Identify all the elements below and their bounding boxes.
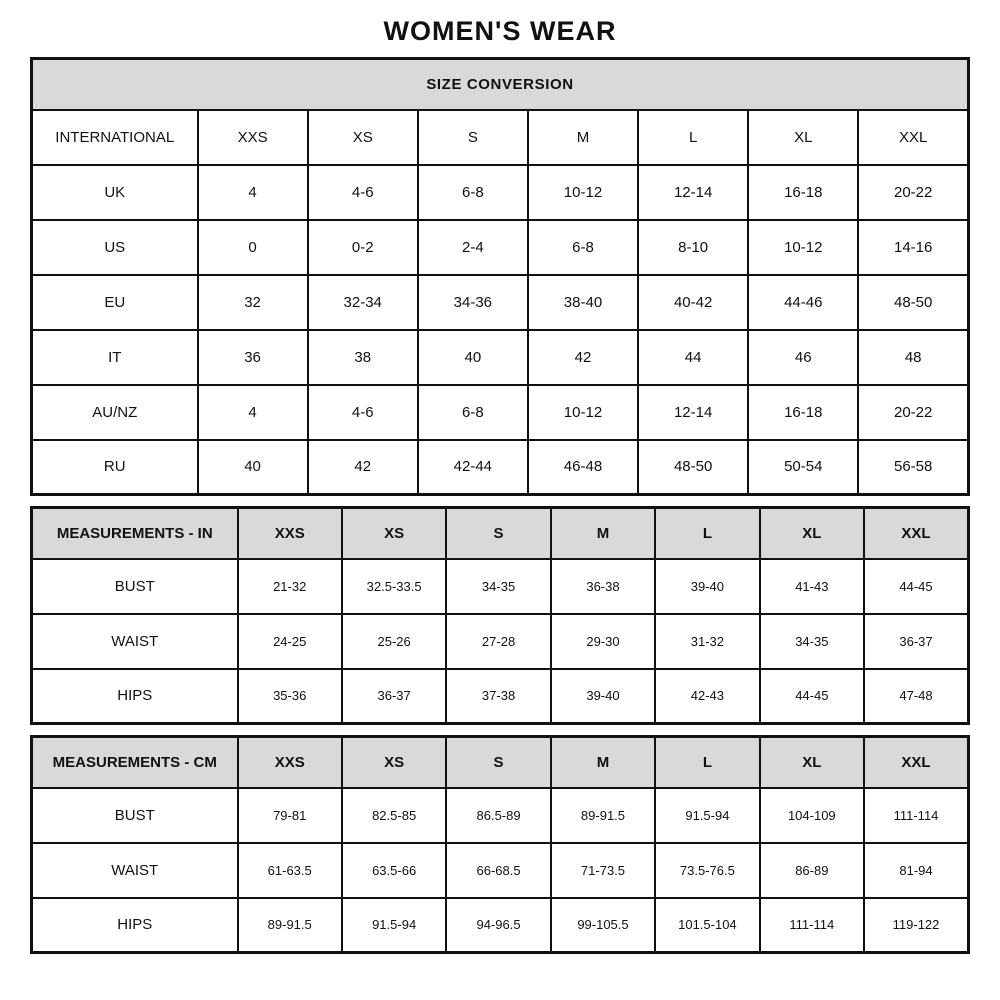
size-cell: 6-8 [418, 165, 528, 220]
size-cell: 4 [198, 165, 308, 220]
table-row-waist-in [32, 614, 969, 669]
measurement-cell: 47-48 [864, 669, 968, 724]
table-row-ru [32, 440, 969, 495]
size-header-xxl: XXL [864, 737, 968, 788]
size-conversion-table [30, 57, 970, 496]
measurement-cell: 42-43 [655, 669, 759, 724]
size-cell: 56-58 [858, 440, 968, 495]
measurement-cell: 104-109 [760, 788, 864, 843]
size-cell: 48-50 [858, 275, 968, 330]
column-header-s: S [418, 110, 528, 165]
column-header-l: L [638, 110, 748, 165]
size-cell: 8-10 [638, 220, 748, 275]
size-cell: 44-46 [748, 275, 858, 330]
measurements-cm-table [30, 735, 970, 954]
measurement-cell: 111-114 [864, 788, 968, 843]
column-header-xs: XS [308, 110, 418, 165]
size-conversion-header: SIZE CONVERSION [32, 59, 969, 110]
size-header-xxl: XXL [864, 508, 968, 559]
size-cell: 46 [748, 330, 858, 385]
measurement-cell: 119-122 [864, 898, 968, 953]
size-cell: 42 [528, 330, 638, 385]
row-label-aunz: AU/NZ [32, 385, 198, 440]
measurements-in-table [30, 506, 970, 725]
column-header-xl: XL [748, 110, 858, 165]
size-cell: 44 [638, 330, 748, 385]
row-label-eu: EU [32, 275, 198, 330]
table-row-bust-in [32, 559, 969, 614]
size-cell: 4 [198, 385, 308, 440]
measurement-cell: 37-38 [446, 669, 550, 724]
size-cell: 6-8 [418, 385, 528, 440]
table-row-eu [32, 275, 969, 330]
measurement-cell: 39-40 [655, 559, 759, 614]
column-header-xxl: XXL [858, 110, 968, 165]
size-cell: 42 [308, 440, 418, 495]
measurement-cell: 39-40 [551, 669, 655, 724]
column-header-xxs: XXS [198, 110, 308, 165]
table-row-waist-cm [32, 843, 969, 898]
measurement-cell: 86.5-89 [446, 788, 550, 843]
size-header-xs: XS [342, 508, 446, 559]
size-cell: 36 [198, 330, 308, 385]
measurement-cell: 66-68.5 [446, 843, 550, 898]
size-header-xxs: XXS [238, 508, 342, 559]
size-cell: 10-12 [748, 220, 858, 275]
measurement-cell: 101.5-104 [655, 898, 759, 953]
measurement-cell: 73.5-76.5 [655, 843, 759, 898]
size-header-s: S [446, 737, 550, 788]
table-row-hips-in [32, 669, 969, 724]
measurement-cell: 21-32 [238, 559, 342, 614]
measurement-cell: 63.5-66 [342, 843, 446, 898]
measurement-cell: 27-28 [446, 614, 550, 669]
row-label-ru: RU [32, 440, 198, 495]
size-cell: 40-42 [638, 275, 748, 330]
size-cell: 2-4 [418, 220, 528, 275]
measurement-cell: 79-81 [238, 788, 342, 843]
size-header-l: L [655, 737, 759, 788]
table-row-us [32, 220, 969, 275]
measurement-cell: 99-105.5 [551, 898, 655, 953]
measurement-cell: 86-89 [760, 843, 864, 898]
size-cell: 32 [198, 275, 308, 330]
measurement-cell: 44-45 [760, 669, 864, 724]
measurement-cell: 41-43 [760, 559, 864, 614]
measurement-cell: 32.5-33.5 [342, 559, 446, 614]
size-cell: 14-16 [858, 220, 968, 275]
row-label-waist: WAIST [32, 614, 238, 669]
size-cell: 46-48 [528, 440, 638, 495]
measurement-cell: 89-91.5 [238, 898, 342, 953]
size-cell: 12-14 [638, 385, 748, 440]
size-cell: 16-18 [748, 165, 858, 220]
row-label-bust: BUST [32, 559, 238, 614]
measurement-cell: 35-36 [238, 669, 342, 724]
measurement-cell: 111-114 [760, 898, 864, 953]
size-cell: 16-18 [748, 385, 858, 440]
page-title: WOMEN'S WEAR [383, 16, 617, 46]
size-cell: 20-22 [858, 385, 968, 440]
size-cell: 20-22 [858, 165, 968, 220]
size-header-xl: XL [760, 737, 864, 788]
size-header-m: M [551, 737, 655, 788]
size-cell: 4-6 [308, 165, 418, 220]
table-row-aunz [32, 385, 969, 440]
measurement-cell: 25-26 [342, 614, 446, 669]
size-cell: 0-2 [308, 220, 418, 275]
measurement-cell: 29-30 [551, 614, 655, 669]
size-cell: 10-12 [528, 165, 638, 220]
row-label-us: US [32, 220, 198, 275]
row-label-hips: HIPS [32, 669, 238, 724]
size-header-xl: XL [760, 508, 864, 559]
size-header-s: S [446, 508, 550, 559]
measurements-cm-header: MEASUREMENTS - CM [32, 737, 238, 788]
row-label-it: IT [32, 330, 198, 385]
size-header-xxs: XXS [238, 737, 342, 788]
size-cell: 42-44 [418, 440, 528, 495]
column-header-international: INTERNATIONAL [32, 110, 198, 165]
measurement-cell: 34-35 [760, 614, 864, 669]
size-cell: 0 [198, 220, 308, 275]
measurement-cell: 31-32 [655, 614, 759, 669]
row-label-uk: UK [32, 165, 198, 220]
size-cell: 34-36 [418, 275, 528, 330]
size-cell: 50-54 [748, 440, 858, 495]
measurement-cell: 94-96.5 [446, 898, 550, 953]
size-cell: 12-14 [638, 165, 748, 220]
row-label-bust: BUST [32, 788, 238, 843]
table-row-uk [32, 165, 969, 220]
measurement-cell: 91.5-94 [342, 898, 446, 953]
size-cell: 40 [418, 330, 528, 385]
measurement-cell: 91.5-94 [655, 788, 759, 843]
measurement-cell: 71-73.5 [551, 843, 655, 898]
size-header-xs: XS [342, 737, 446, 788]
measurement-cell: 34-35 [446, 559, 550, 614]
measurements-in-header-row [32, 508, 969, 559]
size-cell: 10-12 [528, 385, 638, 440]
measurement-cell: 81-94 [864, 843, 968, 898]
size-cell: 6-8 [528, 220, 638, 275]
measurements-cm-header-row [32, 737, 969, 788]
measurement-cell: 44-45 [864, 559, 968, 614]
size-cell: 4-6 [308, 385, 418, 440]
size-cell: 38 [308, 330, 418, 385]
measurement-cell: 36-37 [864, 614, 968, 669]
row-label-waist: WAIST [32, 843, 238, 898]
size-header-m: M [551, 508, 655, 559]
measurement-cell: 36-37 [342, 669, 446, 724]
size-cell: 38-40 [528, 275, 638, 330]
table-row-bust-cm [32, 788, 969, 843]
size-conversion-columns-row [32, 110, 969, 165]
size-cell: 48-50 [638, 440, 748, 495]
size-conversion-header-row [32, 59, 969, 110]
measurement-cell: 36-38 [551, 559, 655, 614]
measurement-cell: 89-91.5 [551, 788, 655, 843]
table-row-it [32, 330, 969, 385]
column-header-m: M [528, 110, 638, 165]
measurements-in-header: MEASUREMENTS - IN [32, 508, 238, 559]
size-header-l: L [655, 508, 759, 559]
measurement-cell: 24-25 [238, 614, 342, 669]
size-cell: 40 [198, 440, 308, 495]
row-label-hips: HIPS [32, 898, 238, 953]
table-row-hips-cm [32, 898, 969, 953]
measurement-cell: 61-63.5 [238, 843, 342, 898]
size-cell: 32-34 [308, 275, 418, 330]
measurement-cell: 82.5-85 [342, 788, 446, 843]
size-cell: 48 [858, 330, 968, 385]
